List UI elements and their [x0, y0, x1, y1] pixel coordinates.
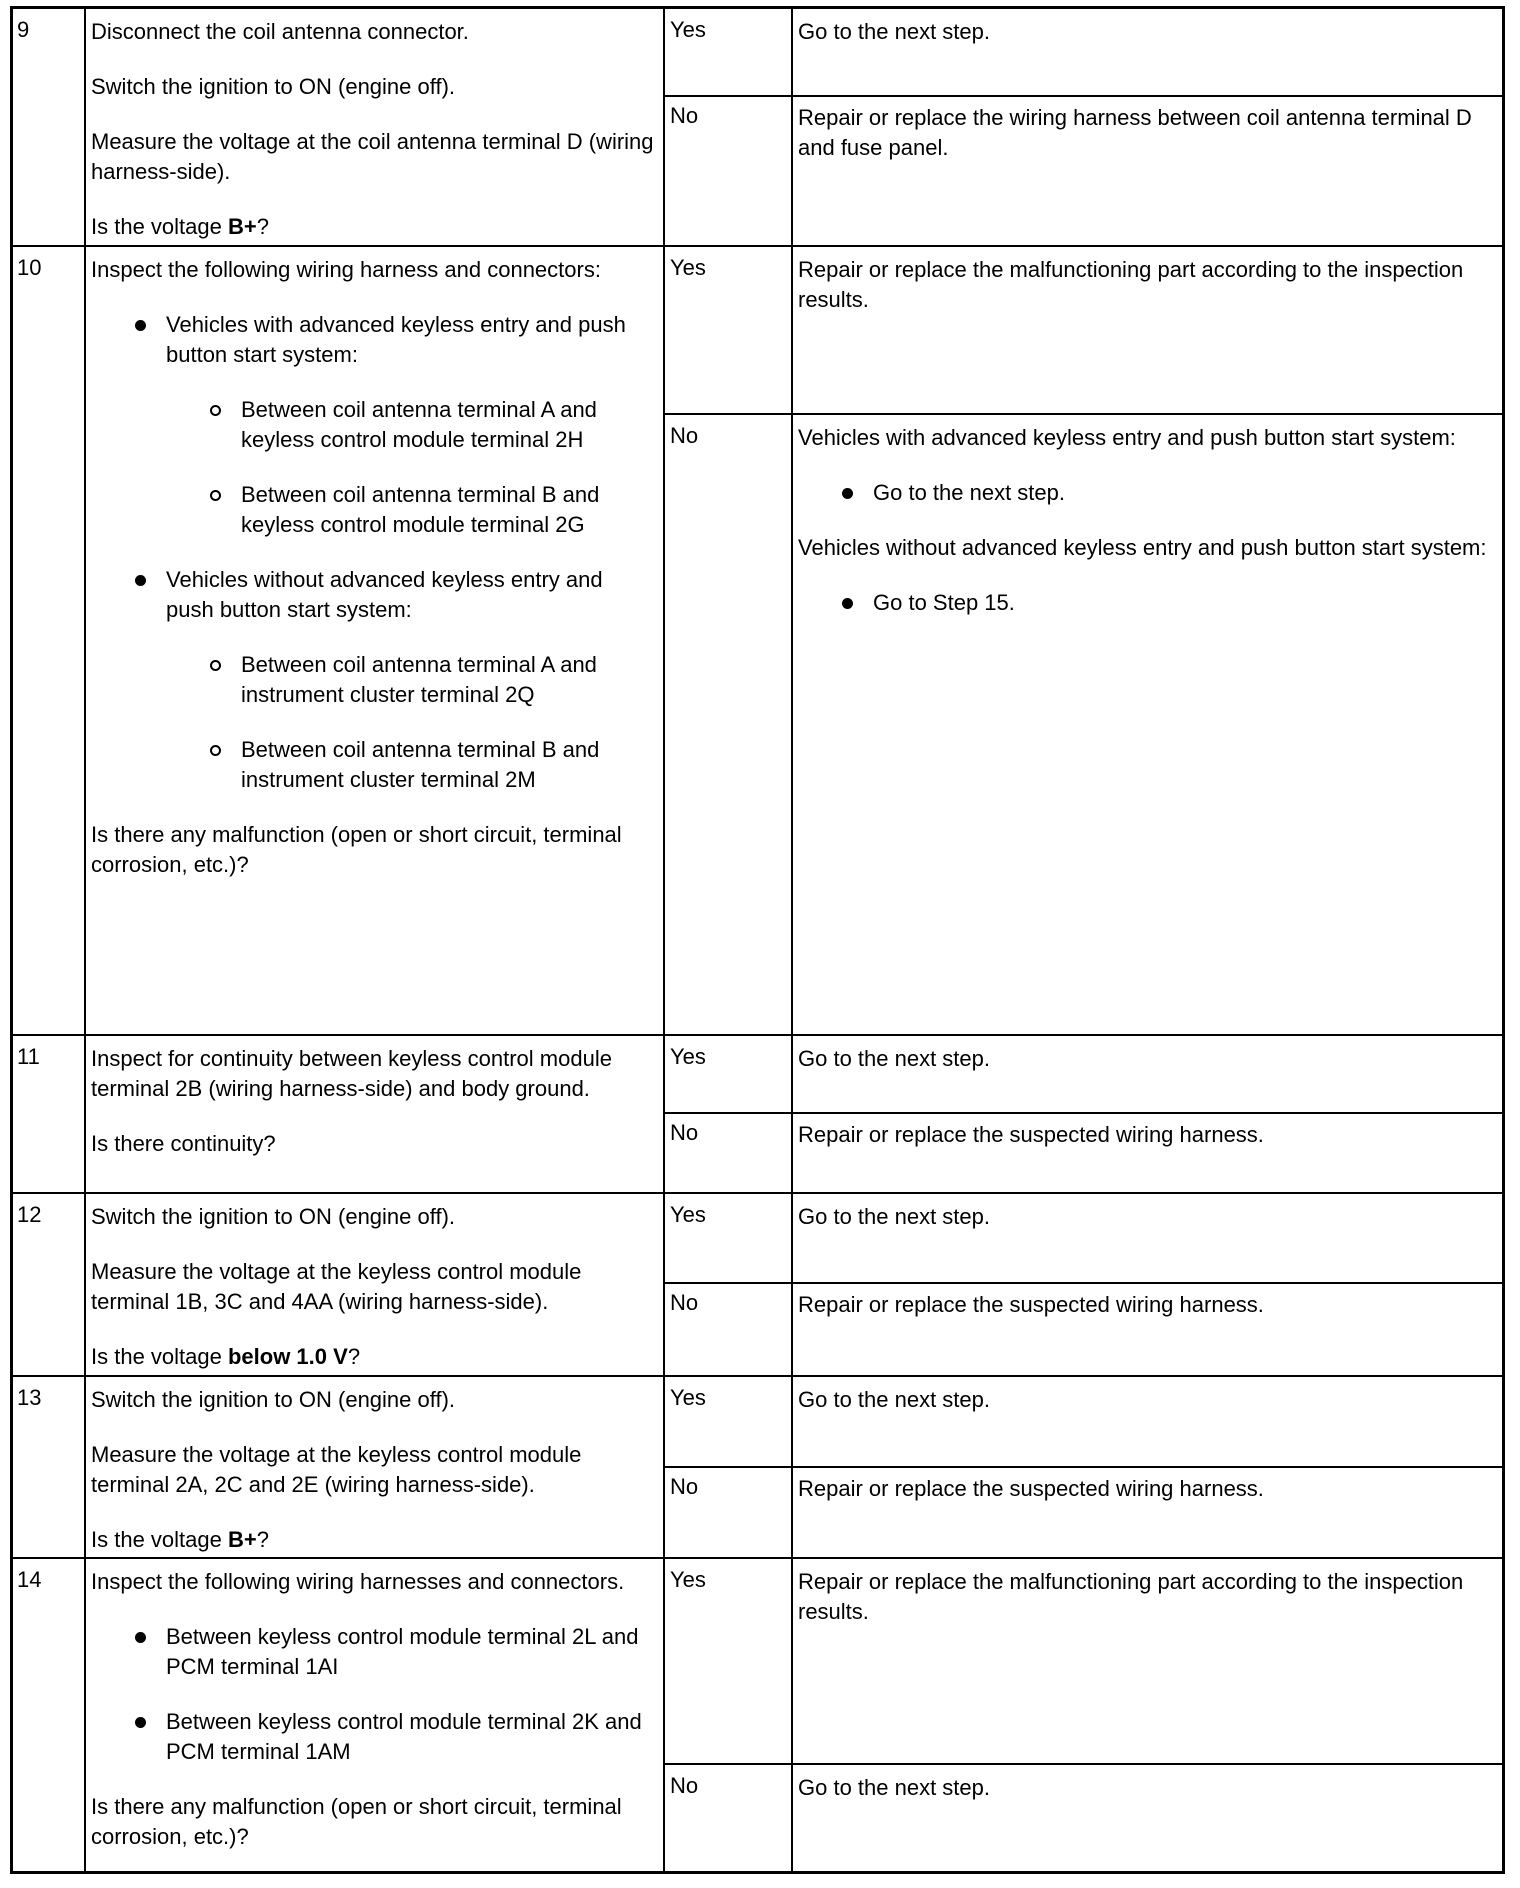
- result-no-text: Repair or replace the suspected wiring harness.: [798, 1122, 1264, 1147]
- bullet-item: Between keyless control module terminal 2K and PCM terminal 1AM: [91, 1707, 655, 1767]
- result-yes-text: Go to the next step.: [793, 9, 1502, 97]
- bullet-item: Between keyless control module terminal 2L and PCM terminal 1AI: [91, 1622, 655, 1682]
- result-no-text: Repair or replace the suspected wiring harness.: [798, 1476, 1264, 1501]
- result-no-text: Vehicles without advanced keyless entry and push button start system:: [798, 535, 1487, 560]
- action-text: Inspect for continuity between keyless control module terminal 2B (wiring harness-side) and body ground.: [91, 1046, 612, 1101]
- result-yes-label: Yes: [665, 1559, 793, 1765]
- action-text: Measure the voltage at the keyless control module terminal 1B, 3C and 4AA (wiring harness-side).: [91, 1259, 582, 1314]
- table-row-step-10: [13, 247, 1502, 1036]
- table-row-step-13: [13, 1377, 1502, 1559]
- sub-bullet: Between coil antenna terminal B and instrument cluster terminal 2M: [91, 735, 655, 795]
- sub-bullet: Between coil antenna terminal B and keyless control module terminal 2G: [91, 480, 655, 540]
- action-cell: [86, 1194, 665, 1375]
- question-value: below 1.0 V: [227, 1344, 348, 1369]
- result-no-label: No: [665, 1282, 793, 1375]
- diagnostic-table: [10, 6, 1505, 1874]
- question-value: B+: [227, 1527, 257, 1552]
- result-no-label: No: [665, 1112, 793, 1192]
- bullet-group: Vehicles with advanced keyless entry and push button start system:: [91, 310, 655, 370]
- bullet-group: Vehicles without advanced keyless entry and push button start system:: [91, 565, 655, 625]
- action-cell: [86, 247, 665, 1034]
- action-text: Switch the ignition to ON (engine off).: [91, 1204, 456, 1229]
- result-yes-label: Yes: [665, 1194, 793, 1284]
- action-cell: [86, 1559, 665, 1871]
- table-row-step-14: [13, 1559, 1502, 1871]
- step-number: 12: [13, 1194, 86, 1375]
- result-no-cell: [793, 415, 1502, 1034]
- step-number: 9: [13, 9, 86, 245]
- table-row-step-11: [13, 1036, 1502, 1194]
- result-no-text: Vehicles with advanced keyless entry and push button start system:: [798, 425, 1456, 450]
- result-no-text: Go to the next step.: [798, 1775, 991, 1800]
- action-text: Switch the ignition to ON (engine off).: [91, 1387, 456, 1412]
- question-text: [91, 1525, 655, 1555]
- result-no-text: Repair or replace the wiring harness between coil antenna terminal D and fuse panel.: [798, 105, 1472, 160]
- result-yes-text: Go to the next step.: [793, 1377, 1502, 1468]
- action-cell: [86, 1036, 665, 1192]
- result-yes-text: Go to the next step.: [793, 1194, 1502, 1284]
- table-row-step-12: [13, 1194, 1502, 1377]
- question-text: Is there continuity?: [91, 1131, 276, 1156]
- step-number: 11: [13, 1036, 86, 1192]
- result-no-label: No: [665, 415, 793, 1034]
- bullet-item: Go to the next step.: [798, 478, 1490, 508]
- action-cell: [86, 1377, 665, 1557]
- step-number: 14: [13, 1559, 86, 1871]
- action-text: Switch the ignition to ON (engine off).: [91, 74, 456, 99]
- question-suffix: ?: [256, 1527, 269, 1552]
- result-yes-label: Yes: [665, 9, 793, 97]
- step-number: 13: [13, 1377, 86, 1557]
- question-text: [91, 1342, 655, 1372]
- result-yes-label: Yes: [665, 1377, 793, 1468]
- question-text: Is there any malfunction (open or short circuit, terminal corrosion, etc.)?: [91, 1794, 622, 1849]
- table-row-step-9: [13, 9, 1502, 247]
- result-yes-label: Yes: [665, 1036, 793, 1114]
- sub-bullet: Between coil antenna terminal A and keyless control module terminal 2H: [91, 395, 655, 455]
- sub-bullet: Between coil antenna terminal A and instrument cluster terminal 2Q: [91, 650, 655, 710]
- action-cell: [86, 9, 665, 245]
- action-text: Measure the voltage at the keyless control module terminal 2A, 2C and 2E (wiring harness-side).: [91, 1442, 582, 1497]
- question-text: Is the voltage B+?: [91, 214, 269, 239]
- question-prefix: Is the voltage: [91, 1344, 228, 1369]
- question-prefix: Is the voltage: [91, 1527, 228, 1552]
- result-yes-text: Go to the next step.: [793, 1036, 1502, 1114]
- action-text: Inspect the following wiring harness and connectors:: [91, 257, 601, 282]
- result-no-label: No: [665, 1765, 793, 1871]
- result-no-label: No: [665, 1466, 793, 1557]
- result-yes-label: Yes: [665, 247, 793, 415]
- action-text: Inspect the following wiring harnesses and connectors.: [91, 1569, 625, 1594]
- result-no-text: Repair or replace the suspected wiring harness.: [798, 1292, 1264, 1317]
- bullet-item: Go to Step 15.: [798, 588, 1490, 618]
- result-no-label: No: [665, 95, 793, 245]
- action-text: Disconnect the coil antenna connector.: [91, 19, 469, 44]
- question-text: Is there any malfunction (open or short circuit, terminal corrosion, etc.)?: [91, 822, 622, 877]
- question-suffix: ?: [347, 1344, 361, 1369]
- action-text: Measure the voltage at the coil antenna terminal D (wiring harness-side).: [91, 129, 654, 184]
- step-number: 10: [13, 247, 86, 1034]
- result-yes-text: Repair or replace the malfunctioning part according to the inspection results.: [793, 1559, 1502, 1765]
- result-yes-text: Repair or replace the malfunctioning part according to the inspection results.: [793, 247, 1502, 415]
